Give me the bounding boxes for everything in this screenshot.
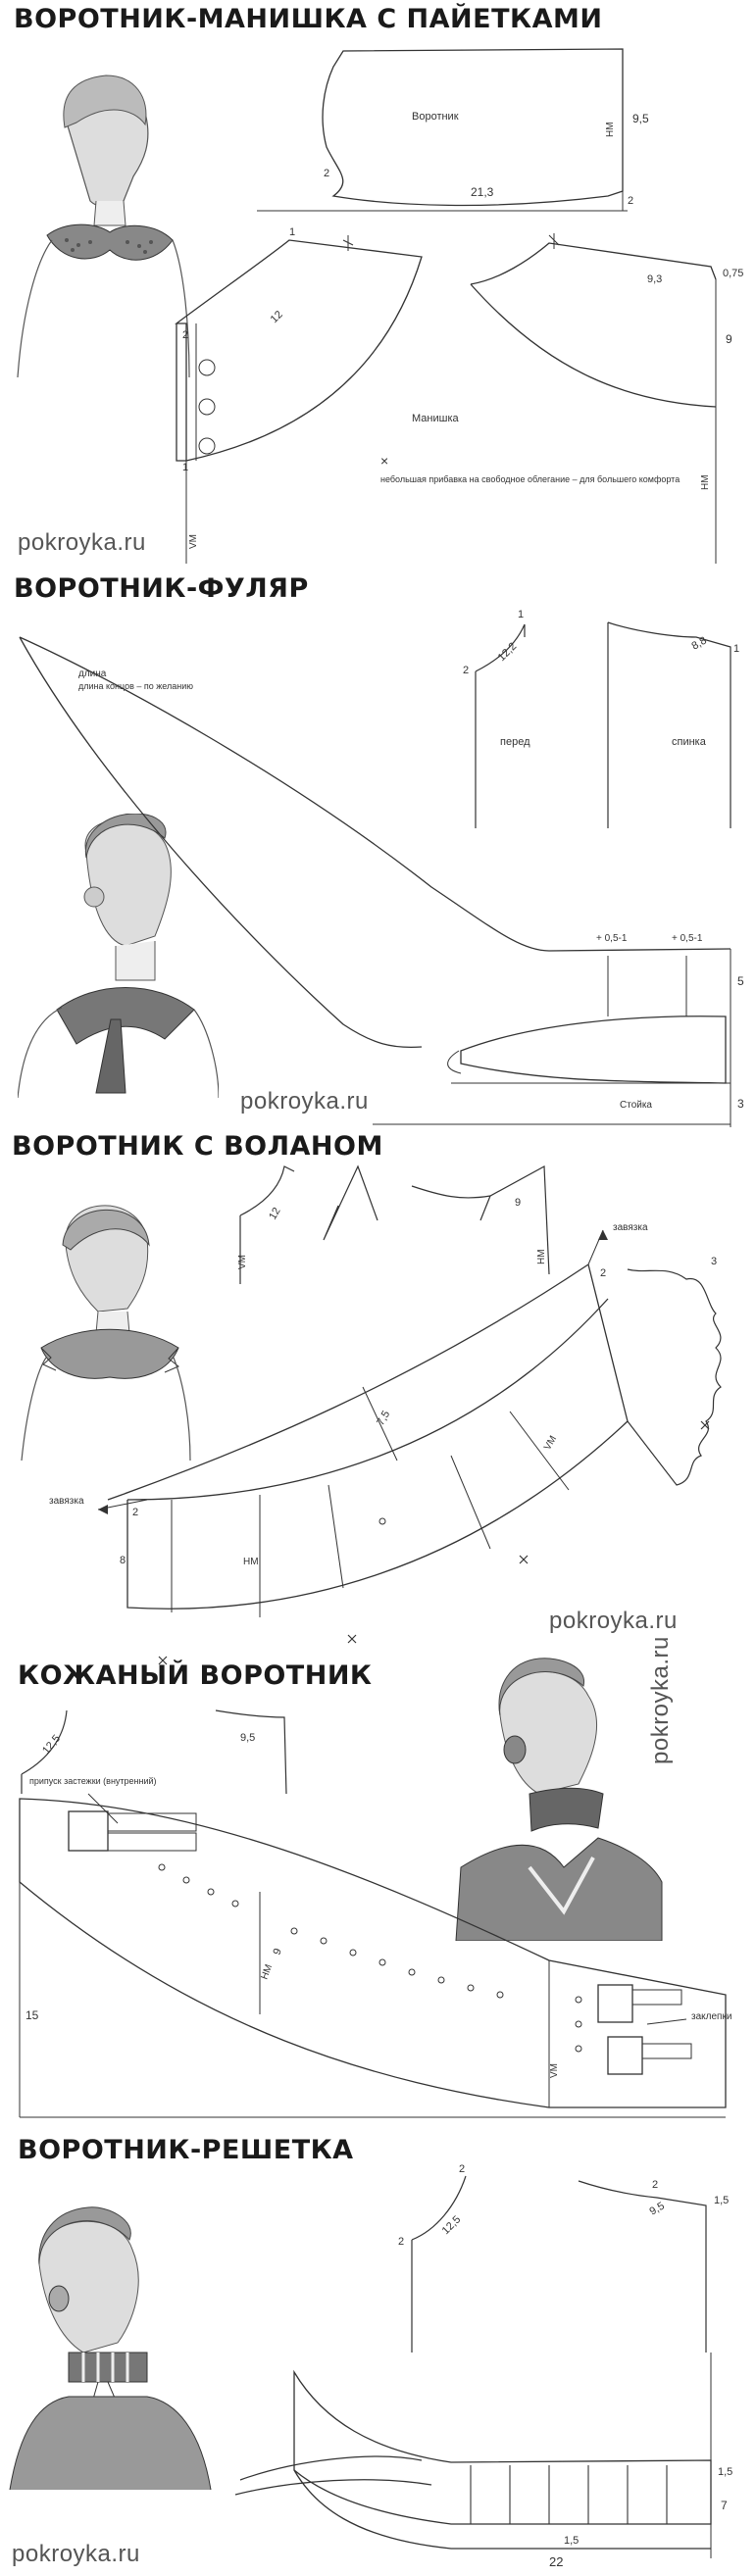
section-title: ВОРОТНИК-РЕШЕТКА: [18, 2135, 354, 2165]
note-x: ×: [380, 453, 389, 469]
pattern-maniska: [0, 0, 756, 564]
dim-strip-top: 1,5: [718, 2466, 733, 2478]
nm-top: НМ: [536, 1249, 547, 1264]
dim-front-neck: 12,5: [439, 2213, 464, 2238]
section-leather: [0, 1636, 756, 2127]
page-number: 22: [549, 2554, 564, 2569]
watermark: pokroyka.ru: [12, 2541, 140, 2567]
dim-back-top: 2: [652, 2179, 659, 2191]
nm-arc: НМ: [243, 1557, 259, 1567]
dim-strip-bottom: 1,5: [564, 2535, 580, 2547]
vm-label: VM: [549, 2063, 560, 2078]
section-title: КОЖАНЫЙ ВОРОТНИК: [18, 1660, 373, 1691]
dim-left-top: 2: [132, 1507, 139, 1518]
section-maniska: [0, 0, 756, 564]
section-title: ВОРОТНИК-МАНИШКА С ПАЙЕТКАМИ: [14, 4, 603, 34]
front-label: Манишка: [412, 413, 459, 424]
dim-front-point: 1: [289, 226, 296, 238]
pattern-grid: [0, 2127, 756, 2576]
dim-back-neck: 8,8: [689, 634, 709, 653]
watermark: pokroyka.ru: [240, 1088, 369, 1115]
vm-arc: VM: [542, 1434, 560, 1453]
section-volan: [0, 1127, 756, 1657]
dim-front-top: 2: [459, 2163, 466, 2175]
dim-back-neck: 9,3: [647, 273, 663, 285]
pattern-fular: [0, 564, 756, 1127]
dim-ease-1: + 0,5-1: [596, 933, 628, 944]
section-title: ВОРОТНИК-ФУЛЯР: [14, 573, 309, 604]
dim-back-rise: 1,5: [714, 2195, 730, 2206]
dim-front-side: 2: [182, 329, 189, 341]
dim-back-rise: 0,75: [723, 268, 744, 279]
note-text: небольшая прибавка на свободное облегание – для большего комфорта: [380, 474, 680, 484]
dim-back-top: 1: [733, 643, 740, 655]
dim-back-height: 9: [726, 332, 732, 346]
dim-front-neck: 12,5: [40, 1732, 64, 1757]
dim-collar-height: 9,5: [632, 112, 649, 125]
dim-arc-top: 2: [600, 1267, 607, 1279]
dim-small-2: 9: [515, 1197, 522, 1209]
vm-label: VM: [188, 534, 199, 549]
dim-front-side: 2: [463, 665, 470, 676]
dim-stand-bottom: 3: [737, 1097, 744, 1111]
watermark: pokroyka.ru: [18, 529, 146, 556]
dim-front-bottom: 1: [182, 462, 189, 473]
dim-back-neck: 9,5: [647, 2200, 667, 2218]
tie-right: завязка: [613, 1222, 648, 1233]
watermark-vertical: pokroyka.ru: [647, 1636, 674, 1764]
section-grid: [0, 2127, 756, 2576]
collar-label: Воротник: [412, 111, 459, 123]
dim-band-width: 9: [271, 1947, 284, 1957]
dim-width: 7,5: [375, 1409, 393, 1428]
dim-collar-length: 21,3: [471, 185, 494, 199]
tie-left: завязка: [49, 1496, 84, 1507]
dim-ease-2: + 0,5-1: [672, 933, 703, 944]
dim-front-top: 1: [518, 609, 525, 620]
section-fular: [0, 564, 756, 1127]
stand-label: Стойка: [620, 1100, 652, 1111]
tail-note-1: длина: [78, 669, 107, 679]
allowance-note: припуск застежки (внутренний): [29, 1776, 157, 1786]
dim-collar-right: 2: [628, 195, 634, 207]
watermark: pokroyka.ru: [549, 1608, 678, 1634]
nm-label-back: НМ: [700, 474, 711, 490]
dim-collar-end: 2: [324, 168, 330, 179]
tail-note: длина концов – по желанию: [78, 681, 193, 691]
dim-stand-height: 5: [737, 974, 744, 988]
dim-height: 15: [25, 2008, 39, 2022]
nm-label: НМ: [259, 1962, 276, 1982]
pattern-leather: [0, 1657, 756, 2127]
dim-back-neck: 9,5: [240, 1732, 256, 1744]
dim-front-neck: 12,2: [495, 640, 520, 665]
dim-left-height: 8: [120, 1555, 126, 1566]
dim-front-side: 2: [398, 2236, 405, 2248]
nm-label: НМ: [605, 122, 616, 137]
pattern-volan: [0, 1127, 756, 1657]
dim-front-neck: 12: [268, 308, 285, 326]
back-label: спинка: [672, 736, 706, 748]
vm-top: VM: [237, 1255, 248, 1269]
dim-small-1: 12: [267, 1205, 283, 1222]
dim-strip-height: 7: [721, 2499, 728, 2512]
dim-ruffle: 3: [711, 1256, 718, 1267]
front-label: перед: [500, 736, 530, 748]
section-title: ВОРОТНИК С ВОЛАНОМ: [12, 1131, 383, 1162]
clasp-label: заклепки: [691, 2011, 732, 2022]
